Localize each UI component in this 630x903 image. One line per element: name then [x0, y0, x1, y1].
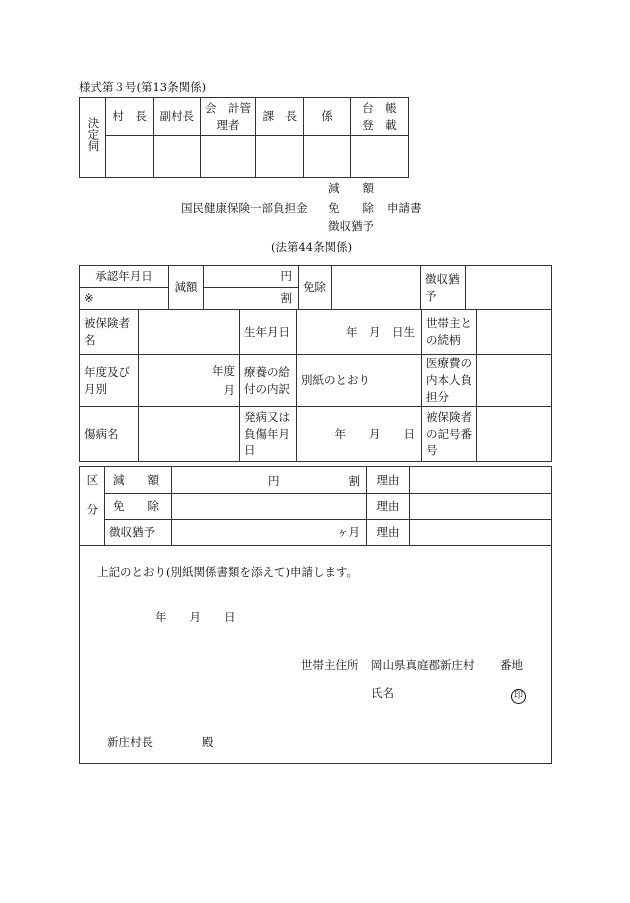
month-unit: 月: [223, 382, 235, 397]
class-reduce-percent: 割: [348, 474, 360, 488]
decision-label-text: 決定伺: [86, 116, 101, 152]
insured-no-label: 被保険者の記号番号: [422, 407, 477, 462]
stamp-section-chief[interactable]: [256, 136, 304, 178]
law-reference: (法第44条関係): [271, 240, 353, 254]
class-exempt-label: 免 除: [105, 494, 172, 520]
stamp-staff[interactable]: [304, 136, 351, 178]
reduce-label: 減額: [169, 266, 204, 310]
seal-mark[interactable]: [511, 686, 526, 704]
details-table: [79, 309, 552, 462]
approval-info-table: [79, 265, 552, 310]
relation-field[interactable]: [477, 310, 552, 355]
address-label: 世帯主住所: [301, 658, 359, 672]
title-main: 国民健康保険一部負担金: [181, 201, 308, 215]
class-defer-months: ヶ月: [337, 525, 360, 540]
insured-name-field[interactable]: [139, 310, 240, 355]
defer-label: 徴収猶予: [421, 266, 466, 310]
class-reduce-field[interactable]: [172, 467, 367, 494]
birthdate-field[interactable]: 年 月 日生: [297, 310, 422, 355]
header-ledger: 台 帳登 載: [350, 98, 408, 136]
approval-date-label: 承認年月日: [80, 266, 169, 288]
medical-cost-label: 医療費の内本人負担分: [422, 355, 477, 407]
class-reduce-reason-label: 理由: [367, 467, 410, 494]
class-reduce-yen: 円: [268, 474, 280, 488]
header-deputy-mayor: 副村長: [154, 98, 201, 136]
fiscal-year-field[interactable]: [139, 355, 240, 407]
insured-name-label: 被保険者名: [80, 310, 139, 355]
recipient: 新庄村長: [107, 735, 153, 749]
relation-label: 世帯主との続柄: [422, 310, 477, 355]
application-date[interactable]: 年 月 日: [155, 610, 236, 624]
header-mayor: 村 長: [106, 98, 154, 136]
exempt-field[interactable]: [332, 266, 421, 310]
class-defer-field[interactable]: [172, 520, 367, 546]
stamp-mayor[interactable]: [106, 136, 154, 178]
class-defer-reason-field[interactable]: [410, 520, 552, 546]
form-label: 様式第３号(第13条関係): [79, 80, 207, 94]
declaration-box: [80, 546, 552, 764]
stamp-deputy-mayor[interactable]: [154, 136, 201, 178]
title-exempt: 免 除: [328, 201, 374, 215]
disease-label: 傷病名: [80, 407, 139, 462]
treatment-label: 療養の給付の内訳: [240, 355, 297, 407]
yen-unit: 円: [280, 269, 292, 284]
class-exempt-reason-label: 理由: [367, 494, 410, 520]
classification-label: [80, 467, 105, 546]
onset-field[interactable]: 年 月 日: [297, 407, 422, 462]
reduce-yen-field[interactable]: [204, 266, 299, 288]
birthdate-label: 生年月日: [240, 310, 297, 355]
header-staff: 係: [304, 98, 351, 136]
reduce-percent-field[interactable]: [204, 288, 299, 310]
fiscal-year-label: 年度及び月別: [80, 355, 139, 407]
class-reduce-reason-field[interactable]: [410, 467, 552, 494]
exempt-label: 免除: [299, 266, 332, 310]
class-defer-label: 徴収猶予: [105, 520, 172, 546]
class-exempt-field[interactable]: [172, 494, 367, 520]
header-section-chief: 課 長: [256, 98, 304, 136]
classification-table: [79, 466, 552, 764]
insured-no-field[interactable]: [477, 407, 552, 462]
medical-cost-field[interactable]: [477, 355, 552, 407]
classification-label-text: 区分: [85, 474, 100, 534]
percent-unit: 割: [280, 291, 292, 306]
year-unit: 年度: [212, 364, 235, 379]
class-exempt-reason-field[interactable]: [410, 494, 552, 520]
title-reduce: 減 額: [328, 181, 374, 195]
stamp-accountant[interactable]: [200, 136, 256, 178]
title-suffix: 申請書: [387, 201, 422, 215]
honorific: 殿: [202, 735, 214, 749]
approval-table: [79, 97, 409, 178]
class-defer-reason-label: 理由: [367, 520, 410, 546]
decision-label: [80, 98, 106, 178]
address-suffix: 番地: [500, 658, 523, 672]
declaration-text: 上記のとおり(別紙関係書類を添えて)申請します。: [97, 565, 359, 579]
disease-field[interactable]: [139, 407, 240, 462]
defer-field[interactable]: [466, 266, 552, 310]
class-reduce-label: 減 額: [105, 467, 172, 494]
onset-label: 発病又は負傷年月日: [240, 407, 297, 462]
header-accountant: 会 計管理者: [200, 98, 256, 136]
note-mark: ※: [80, 288, 169, 310]
seal-text: 印: [511, 689, 526, 704]
name-label: 氏名: [371, 686, 394, 700]
stamp-ledger[interactable]: [350, 136, 408, 178]
treatment-field[interactable]: 別紙のとおり: [297, 355, 422, 407]
address-value[interactable]: 岡山県真庭郡新庄村: [371, 658, 475, 672]
title-defer: 徴収猶予: [328, 219, 374, 233]
